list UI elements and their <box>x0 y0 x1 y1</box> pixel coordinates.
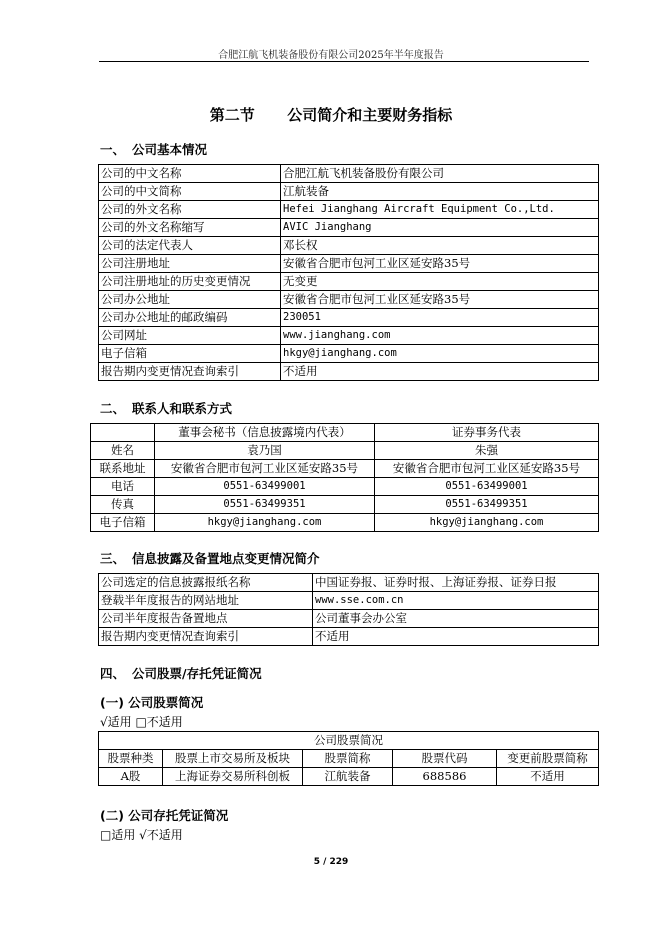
sec4-num: 四、 <box>100 666 126 681</box>
table-row <box>99 291 599 309</box>
table-row <box>99 201 599 219</box>
row-label: 公司的外文名称 <box>99 201 281 219</box>
table-row <box>91 460 599 478</box>
row-value: 无变更 <box>281 273 599 291</box>
table-row <box>99 732 599 750</box>
row-label: 联系地址 <box>91 460 155 478</box>
section-title <box>0 104 662 125</box>
table-row <box>99 345 599 363</box>
row-label: 姓名 <box>91 442 155 460</box>
section-number: 第二节 <box>209 106 255 124</box>
row-value: 邓长权 <box>281 237 599 255</box>
company-basic-table <box>98 164 599 381</box>
row-label: 报告期内变更情况查询索引 <box>99 363 281 381</box>
row-value: 230051 <box>281 309 599 327</box>
col-header: 股票种类 <box>99 750 163 768</box>
table-row <box>99 327 599 345</box>
row-label: 电话 <box>91 478 155 496</box>
row-label: 公司半年度报告备置地点 <box>99 610 313 628</box>
row-value: www.jianghang.com <box>281 327 599 345</box>
sec3-title: 信息披露及备置地点变更情况简介 <box>132 551 320 566</box>
table-cell: 不适用 <box>497 768 599 786</box>
table-row <box>99 309 599 327</box>
row-label: 公司办公地址的邮政编码 <box>99 309 281 327</box>
row-value: 合肥江航飞机装备股份有限公司 <box>281 165 599 183</box>
col-header: 股票代码 <box>393 750 497 768</box>
stock-table-title: 公司股票简况 <box>99 732 599 750</box>
row-value: 安徽省合肥市包河工业区延安路35号 <box>281 255 599 273</box>
rep-value: 安徽省合肥市包河工业区延安路35号 <box>375 460 599 478</box>
row-label: 公司注册地址的历史变更情况 <box>99 273 281 291</box>
row-value: Hefei Jianghang Aircraft Equipment Co.,Ltd. <box>281 201 599 219</box>
rep-value: 朱强 <box>375 442 599 460</box>
row-value: 安徽省合肥市包河工业区延安路35号 <box>281 291 599 309</box>
row-value: www.sse.com.cn <box>313 592 599 610</box>
row-label: 登载半年度报告的网站地址 <box>99 592 313 610</box>
contact-table <box>90 423 599 532</box>
row-label: 电子信箱 <box>91 514 155 532</box>
table-row <box>99 183 599 201</box>
table-row <box>91 424 599 442</box>
disclosure-table <box>98 573 599 646</box>
row-value: hkgy@jianghang.com <box>281 345 599 363</box>
row-label: 报告期内变更情况查询索引 <box>99 628 313 646</box>
secretary-value: 袁乃国 <box>155 442 375 460</box>
rep-value: 0551-63499001 <box>375 478 599 496</box>
table-row <box>99 574 599 592</box>
secretary-value: 0551-63499001 <box>155 478 375 496</box>
table-row <box>91 478 599 496</box>
table-row <box>99 273 599 291</box>
table-row <box>91 514 599 532</box>
row-label: 传真 <box>91 496 155 514</box>
col-header: 变更前股票简称 <box>497 750 599 768</box>
row-value: 不适用 <box>281 363 599 381</box>
row-label: 公司注册地址 <box>99 255 281 273</box>
table-row <box>99 255 599 273</box>
col-header: 股票简称 <box>303 750 393 768</box>
secretary-value: hkgy@jianghang.com <box>155 514 375 532</box>
sec1-heading <box>100 140 207 158</box>
table-row <box>91 496 599 514</box>
secretary-value: 0551-63499351 <box>155 496 375 514</box>
table-cell: 江航装备 <box>303 768 393 786</box>
table-row <box>99 165 599 183</box>
col-header-rep: 证券事务代表 <box>375 424 599 442</box>
sec3-num: 三、 <box>100 551 126 566</box>
row-label: 公司办公地址 <box>99 291 281 309</box>
rep-value: hkgy@jianghang.com <box>375 514 599 532</box>
sub2-heading: (二) 公司存托凭证简况 <box>100 808 229 823</box>
table-row <box>99 610 599 628</box>
sec2-heading <box>100 399 232 417</box>
row-value: 不适用 <box>313 628 599 646</box>
sec3-heading <box>100 549 320 567</box>
table-row <box>99 363 599 381</box>
row-label: 公司的法定代表人 <box>99 237 281 255</box>
secretary-value: 安徽省合肥市包河工业区延安路35号 <box>155 460 375 478</box>
stock-table <box>98 731 599 786</box>
table-cell <box>91 424 155 442</box>
row-label: 公司的中文简称 <box>99 183 281 201</box>
row-value: 中国证券报、证券时报、上海证券报、证券日报 <box>313 574 599 592</box>
table-cell: A股 <box>99 768 163 786</box>
table-row <box>99 237 599 255</box>
page-number: 5 / 229 <box>313 857 349 867</box>
rep-value: 0551-63499351 <box>375 496 599 514</box>
row-label: 公司网址 <box>99 327 281 345</box>
row-label: 电子信箱 <box>99 345 281 363</box>
sec4-title: 公司股票/存托凭证简况 <box>132 666 262 681</box>
row-label: 公司选定的信息披露报纸名称 <box>99 574 313 592</box>
header-divider <box>99 61 589 62</box>
table-row <box>99 750 599 768</box>
section-name: 公司简介和主要财务指标 <box>287 106 453 124</box>
sub2-applicable: □适用 √不适用 <box>100 828 183 842</box>
row-label: 公司的中文名称 <box>99 165 281 183</box>
row-label: 公司的外文名称缩写 <box>99 219 281 237</box>
sub1-heading: (一) 公司股票简况 <box>100 695 204 710</box>
sec2-num: 二、 <box>100 401 126 416</box>
table-cell: 上海证券交易所科创板 <box>163 768 303 786</box>
col-header-secretary: 董事会秘书（信息披露境内代表） <box>155 424 375 442</box>
sec1-title: 公司基本情况 <box>132 142 208 157</box>
table-row <box>99 592 599 610</box>
sec1-num: 一、 <box>100 142 126 157</box>
row-value: AVIC Jianghang <box>281 219 599 237</box>
table-row <box>99 768 599 786</box>
table-row <box>91 442 599 460</box>
row-value: 江航装备 <box>281 183 599 201</box>
page-header: 合肥江航飞机装备股份有限公司2025年半年度报告 <box>218 50 444 61</box>
sec4-heading <box>100 664 262 682</box>
row-value: 公司董事会办公室 <box>313 610 599 628</box>
table-cell: 688586 <box>393 768 497 786</box>
sub1-applicable: √适用 □不适用 <box>100 715 183 729</box>
col-header: 股票上市交易所及板块 <box>163 750 303 768</box>
table-row <box>99 628 599 646</box>
table-row <box>99 219 599 237</box>
sec2-title: 联系人和联系方式 <box>132 401 233 416</box>
